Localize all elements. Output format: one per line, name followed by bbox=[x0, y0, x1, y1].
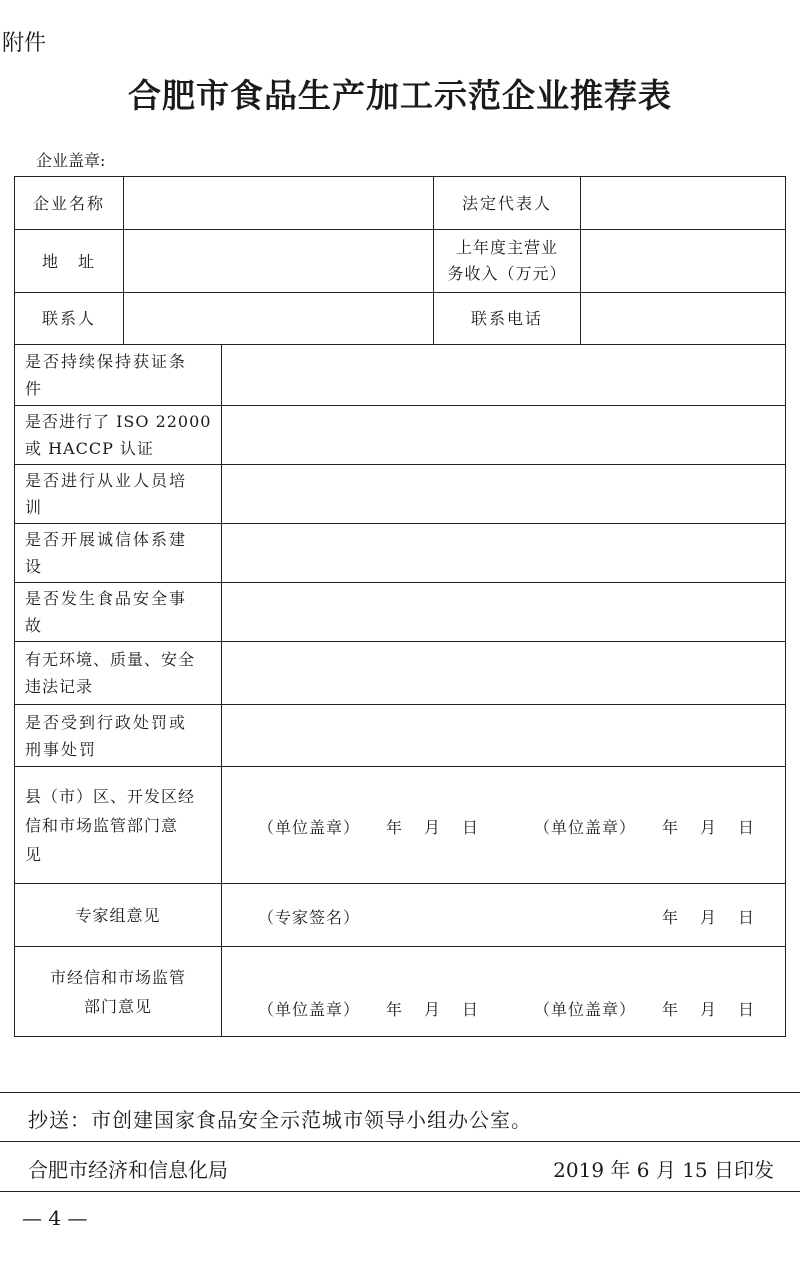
expert-day: 日 bbox=[738, 908, 756, 927]
question-integrity bbox=[15, 524, 221, 582]
page-number: — 4 — bbox=[22, 1206, 88, 1230]
legal-rep-label: 法定代表人 bbox=[461, 193, 552, 213]
company-seal-label: 企业盖章: bbox=[36, 151, 106, 170]
county-seal-1: （单位盖章） bbox=[258, 818, 361, 837]
answer-penalty[interactable] bbox=[222, 705, 785, 766]
county-label-line2: 信和市场监管部门意 bbox=[25, 815, 179, 835]
city-seal-2: （单位盖章） bbox=[534, 1000, 637, 1019]
company-name-field[interactable] bbox=[124, 177, 433, 229]
question-line1: 是否进行了 ISO 22000 bbox=[25, 412, 212, 431]
city-day-2: 日 bbox=[738, 1000, 756, 1019]
question-line2: 故 bbox=[25, 616, 44, 635]
question-line2: 训 bbox=[25, 498, 44, 517]
company-name-label: 企业名称 bbox=[32, 193, 105, 213]
address-field[interactable] bbox=[124, 230, 433, 292]
expert-year: 年 bbox=[662, 908, 680, 927]
city-opinion-field[interactable] bbox=[222, 947, 785, 1036]
cc-line: 抄送：市创建国家食品安全示范城市领导小组办公室。 bbox=[28, 1108, 532, 1132]
city-year-1: 年 bbox=[386, 1000, 404, 1019]
revenue-field[interactable] bbox=[581, 230, 785, 292]
city-opinion-label bbox=[15, 947, 221, 1036]
question-penalty bbox=[15, 705, 221, 766]
contact-field[interactable] bbox=[124, 293, 433, 344]
expert-opinion-label: 专家组意见 bbox=[75, 905, 161, 925]
expert-signature: （专家签名） bbox=[258, 908, 361, 927]
county-seal-2: （单位盖章） bbox=[534, 818, 637, 837]
question-line2: 件 bbox=[25, 379, 44, 398]
question-line2: 或 HACCP 认证 bbox=[25, 439, 154, 458]
annex-label: 附件 bbox=[2, 31, 47, 56]
question-line1: 是否开展诚信体系建 bbox=[25, 530, 188, 549]
address-label: 地 址 bbox=[41, 251, 96, 271]
city-month-2: 月 bbox=[700, 1000, 718, 1019]
answer-iso[interactable] bbox=[222, 406, 785, 464]
answer-training[interactable] bbox=[222, 465, 785, 523]
question-line1: 是否受到行政处罚或 bbox=[25, 712, 188, 732]
answer-integrity[interactable] bbox=[222, 524, 785, 582]
legal-rep-field[interactable] bbox=[581, 177, 785, 229]
question-training bbox=[15, 465, 221, 523]
county-year-2: 年 bbox=[662, 818, 680, 837]
contact-label: 联系人 bbox=[41, 309, 96, 328]
city-seal-1: （单位盖章） bbox=[258, 1000, 361, 1019]
expert-month: 月 bbox=[700, 908, 718, 927]
question-line1: 是否进行从业人员培 bbox=[25, 471, 188, 490]
question-line1: 有无环境、质量、安全 bbox=[25, 650, 196, 669]
city-month-1: 月 bbox=[424, 1000, 442, 1019]
county-year-1: 年 bbox=[386, 818, 404, 837]
county-day-2: 日 bbox=[738, 818, 756, 837]
footer-divider-bottom bbox=[0, 1191, 800, 1192]
county-month-1: 月 bbox=[424, 818, 442, 837]
city-day-1: 日 bbox=[462, 1000, 480, 1019]
answer-incident[interactable] bbox=[222, 583, 785, 641]
question-violations bbox=[15, 642, 221, 704]
footer-divider-top bbox=[0, 1092, 800, 1093]
county-opinion-label bbox=[15, 767, 221, 883]
question-incident bbox=[15, 583, 221, 641]
county-month-2: 月 bbox=[700, 818, 718, 837]
revenue-label-line1: 上年度主营业 bbox=[455, 238, 558, 257]
county-label-line3: 见 bbox=[25, 844, 43, 864]
footer-divider-middle bbox=[0, 1141, 800, 1142]
revenue-label bbox=[434, 230, 580, 292]
issuer: 合肥市经济和信息化局 bbox=[28, 1158, 228, 1182]
city-year-2: 年 bbox=[662, 1000, 680, 1019]
revenue-label-line2: 务收入（万元） bbox=[447, 264, 567, 283]
question-line2: 违法记录 bbox=[25, 677, 94, 696]
question-certification bbox=[15, 345, 221, 405]
county-label-line1: 县（市）区、开发区经 bbox=[25, 786, 196, 806]
phone-field[interactable] bbox=[581, 293, 785, 344]
answer-violations[interactable] bbox=[222, 642, 785, 704]
question-line1: 是否持续保持获证条 bbox=[25, 352, 188, 371]
city-label-line1: 市经信和市场监管 bbox=[49, 967, 186, 987]
page-title: 合肥市食品生产加工示范企业推荐表 bbox=[128, 76, 672, 115]
issue-date: 2019 年 6 月 15 日印发 bbox=[553, 1158, 774, 1182]
question-iso bbox=[15, 406, 221, 464]
answer-certification[interactable] bbox=[222, 345, 785, 405]
city-label-line2: 部门意见 bbox=[83, 996, 152, 1016]
question-line1: 是否发生食品安全事 bbox=[25, 589, 188, 608]
county-day-1: 日 bbox=[462, 818, 480, 837]
question-line2: 设 bbox=[25, 557, 44, 576]
phone-label: 联系电话 bbox=[470, 309, 543, 328]
question-line2: 刑事处罚 bbox=[25, 739, 98, 759]
